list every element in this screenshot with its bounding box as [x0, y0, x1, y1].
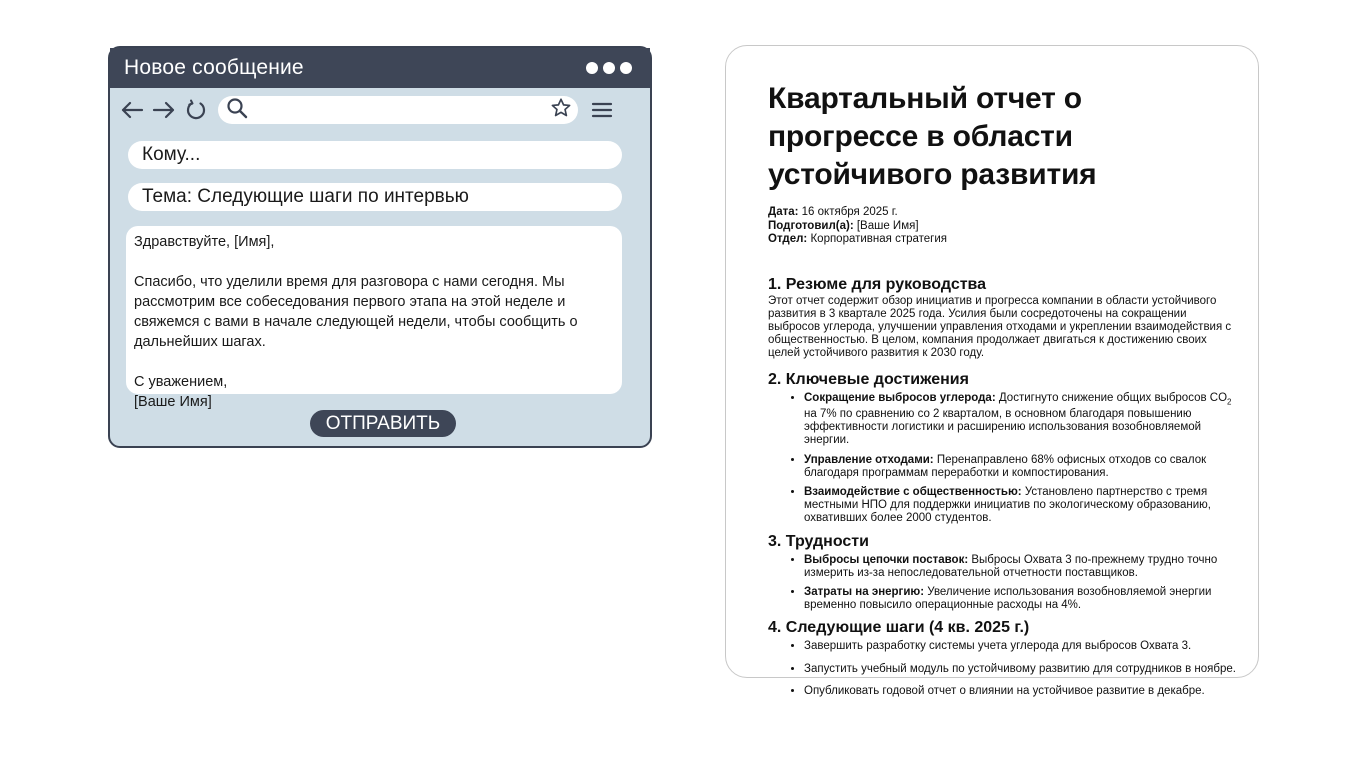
subject-text: Тема: Следующие шаги по интервью	[142, 186, 469, 207]
back-arrow-icon[interactable]	[120, 98, 144, 122]
email-compose-window	[108, 46, 652, 448]
message-body[interactable]	[126, 226, 622, 410]
list-item: • Выбросы цепочки поставок: Выбросы Охвата 3 по-прежнему трудно точно измерить из-за непоследовательной отчетности поставщиков.	[804, 554, 1238, 580]
report-document	[725, 45, 1259, 697]
address-bar[interactable]	[218, 96, 578, 124]
list-item: • Управление отходами: Перенаправлено 68% офисных отходов со свалок благодаря программам переработки и компостирования.	[804, 454, 1238, 480]
signature: [Ваше Имя]	[134, 394, 212, 410]
menu-icon[interactable]	[590, 98, 614, 122]
to-field[interactable]	[128, 141, 622, 169]
message-text: Спасибо, что уделили время для разговора с нами сегодня. Мы рассмотрим все собеседования первого этапа на этой неделе и свяжемся с вами в начале следующей недели, чтобы сообщить о дальнейших шагах.	[134, 274, 578, 350]
report-meta	[768, 206, 1238, 247]
star-icon[interactable]	[550, 97, 572, 124]
meta-prepared: Подготовил(а): [Ваше Имя]	[768, 219, 919, 232]
list-item: • Взаимодействие с общественностью: Установлено партнерство с тремя местными НПО для поддержки инициатив по экологическому образованию, охвативших более 2000 студентов.	[804, 486, 1238, 526]
window-title: Новое сообщение	[124, 56, 304, 79]
closing: С уважением,	[134, 374, 228, 390]
refresh-icon[interactable]	[184, 98, 208, 122]
list-item: • Запустить учебный модуль по устойчивому развитию для сотрудников в ноябре.	[804, 663, 1238, 676]
title-bar	[110, 48, 650, 88]
section-heading-achievements: 2. Ключевые достижения	[768, 370, 969, 388]
section-heading-summary: 1. Резюме для руководства	[768, 275, 987, 293]
meta-date: Дата: 16 октября 2025 г.	[768, 206, 898, 218]
section-heading-next-steps: 4. Следующие шаги (4 кв. 2025 г.)	[768, 619, 1030, 637]
achievements-list	[768, 392, 1238, 526]
list-item: • Затраты на энергию: Увеличение использования возобновляемой энергии временно повысило операционные расходы на 4%.	[804, 586, 1238, 612]
browser-toolbar	[110, 88, 650, 132]
forward-arrow-icon[interactable]	[152, 98, 176, 122]
address-input[interactable]	[254, 101, 544, 119]
dot	[586, 62, 598, 74]
list-item: • Опубликовать годовой отчет о влиянии на устойчивое развитие в декабре.	[804, 685, 1238, 698]
dot	[603, 62, 615, 74]
summary-text: Этот отчет содержит обзор инициатив и прогресса компании в области устойчивого развития в 3 квартале 2025 года. Усилия были сосредоточены на сокращении выбросов углерода, улучшении управления отходами и укреплении взаимодействия с общественностью. В целом, компания продолжает двигаться к достижению своих целей устойчивого развития к 2030 году.	[768, 294, 1232, 360]
greeting: Здравствуйте, [Имя],	[134, 234, 275, 250]
send-button[interactable]: ОТПРАВИТЬ	[310, 410, 456, 437]
more-dots-icon[interactable]	[586, 62, 632, 74]
section-heading-challenges: 3. Трудности	[768, 532, 869, 550]
challenges-list	[768, 554, 1238, 613]
dot	[620, 62, 632, 74]
next-steps-list	[768, 640, 1238, 698]
to-placeholder: Кому...	[142, 144, 201, 165]
report-title: Квартальный отчет о прогрессе в области устойчивого развития	[768, 82, 1097, 191]
search-icon	[226, 97, 248, 124]
list-item: • Сокращение выбросов углерода: Достигнуто снижение общих выбросов $CO_2$ на 7% по сравнению со 2 кварталом, в основном благодаря повышению эффективности логистики и расширению использования возобновляемой энергии.	[804, 392, 1238, 448]
list-item: • Завершить разработку системы учета углерода для выбросов Охвата 3.	[804, 640, 1238, 653]
meta-department: Отдел: Корпоративная стратегия	[768, 233, 948, 245]
subject-field[interactable]	[128, 183, 622, 211]
